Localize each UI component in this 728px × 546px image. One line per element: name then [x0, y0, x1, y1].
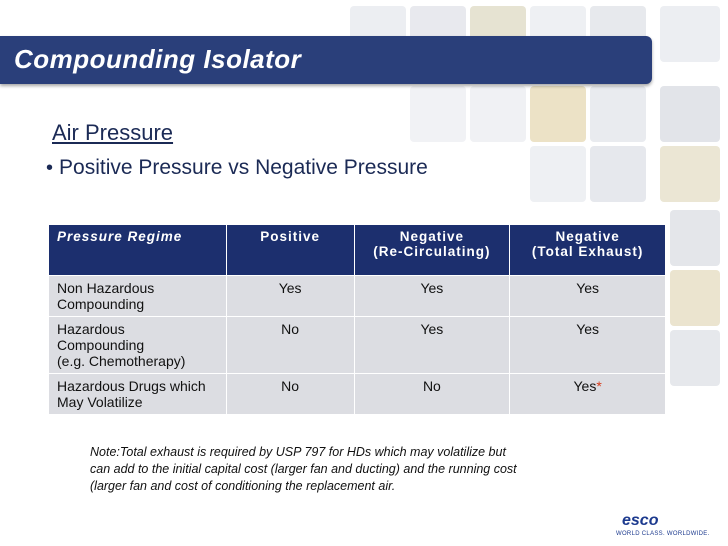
note-line: Note:Total exhaust is required by USP 797 for HDs which may volatilize but — [90, 445, 506, 459]
bullet-item — [46, 156, 428, 180]
label-line: May Volatilize — [57, 394, 143, 410]
label-line: Hazardous Drugs which — [57, 378, 206, 394]
label-line: Compounding — [57, 337, 145, 353]
header-negative-total-exhaust — [510, 225, 666, 276]
pressure-regime-table — [48, 224, 666, 415]
section-heading: Air Pressure — [52, 120, 174, 145]
cell-value: Yes — [576, 321, 600, 337]
label-line: Compounding — [57, 296, 145, 312]
table-row — [49, 374, 666, 415]
header-line: (Re-Circulating) — [373, 244, 491, 259]
row-label — [49, 317, 227, 374]
cell-positive: No — [226, 317, 354, 374]
header-pressure-regime: Pressure Regime — [49, 225, 227, 276]
label-line: Hazardous — [57, 321, 125, 337]
esco-logo — [612, 512, 712, 538]
slide-title: Compounding Isolator — [14, 44, 302, 74]
title-bar — [0, 36, 652, 84]
header-line: Negative — [555, 229, 620, 244]
footnote — [90, 444, 590, 495]
header-line: (Total Exhaust) — [531, 244, 644, 259]
row-label — [49, 276, 227, 317]
logo-wordmark: esco — [622, 512, 659, 529]
table-header-row — [49, 225, 666, 276]
bullet-dot: • — [46, 157, 54, 179]
note-line: can add to the initial capital cost (larger fan and ducting) and the running cost — [90, 462, 517, 476]
header-line: Negative — [399, 229, 465, 244]
cell-neg-total — [510, 317, 666, 374]
cell-positive: Yes — [226, 276, 354, 317]
cell-neg-recirc: Yes — [354, 317, 510, 374]
row-label — [49, 374, 227, 415]
cell-value: Yes — [576, 280, 600, 296]
logo-tagline: WORLD CLASS. WORLDWIDE. — [616, 531, 710, 537]
header-negative-recirculating — [354, 225, 510, 276]
cell-positive: No — [226, 374, 354, 415]
bullet-text: Positive Pressure vs Negative Pressure — [59, 156, 428, 179]
cell-neg-total — [510, 276, 666, 317]
cell-value: Yes — [573, 378, 597, 394]
asterisk-mark: * — [596, 378, 602, 394]
table-row — [49, 317, 666, 374]
table-row — [49, 276, 666, 317]
label-line: (e.g. Chemotherapy) — [57, 353, 186, 369]
cell-neg-recirc: No — [354, 374, 510, 415]
note-line: (larger fan and cost of conditioning the replacement air. — [90, 479, 396, 493]
header-positive: Positive — [226, 225, 354, 276]
cell-neg-total — [510, 374, 666, 415]
cell-neg-recirc: Yes — [354, 276, 510, 317]
label-line: Non Hazardous — [57, 280, 155, 296]
